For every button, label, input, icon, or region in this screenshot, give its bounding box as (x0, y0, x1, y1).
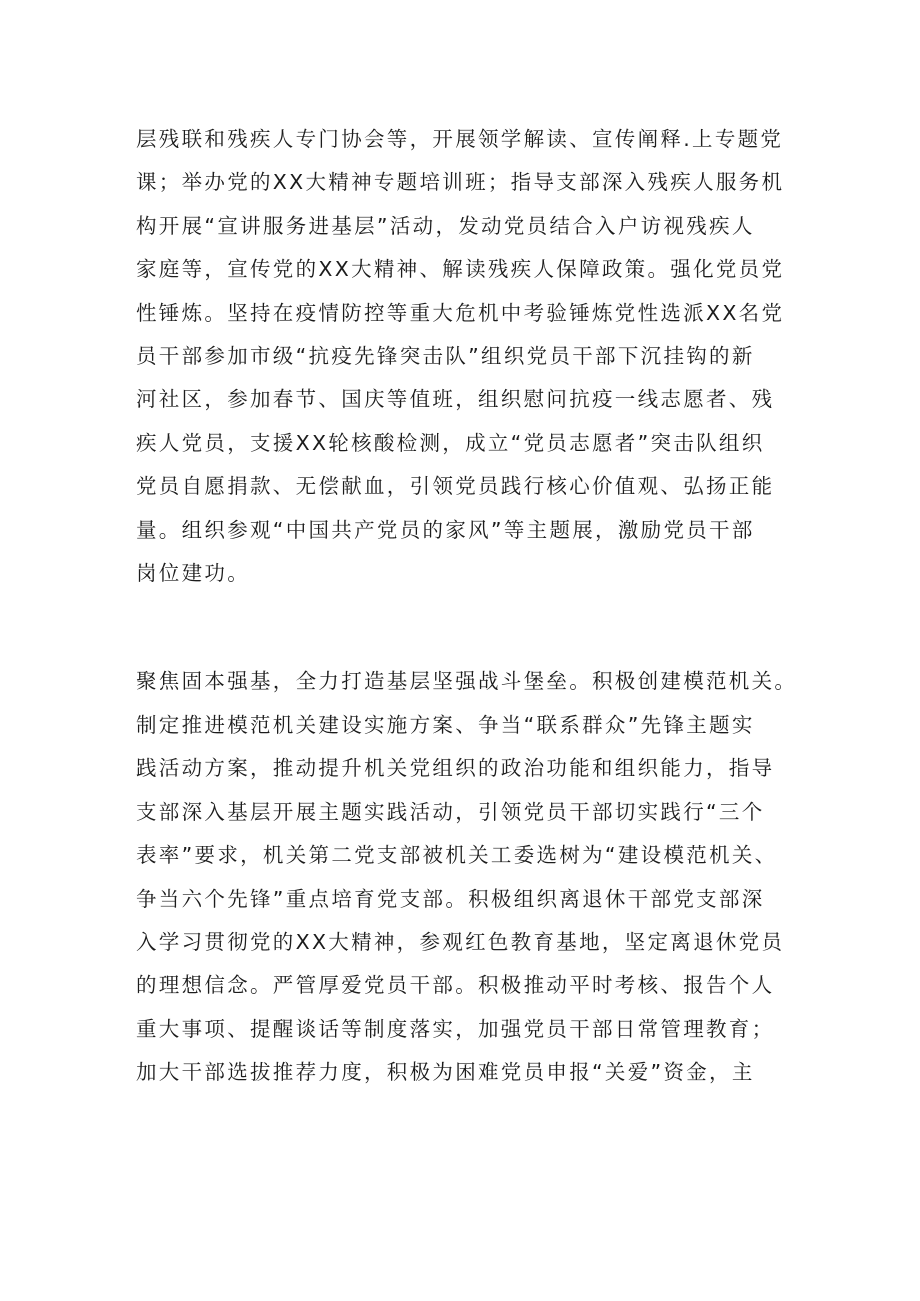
text-line: 党员自愿捐款、无偿献血，引领党员践行核心价值观、弘扬正能 (136, 474, 775, 499)
text-line: 支部深入基层开展主题实践活动，引领党员干部切实践行“三个 (136, 799, 765, 824)
text-line: 表率”要求，机关第二党支部被机关工委选树为“建设模范机关、 (136, 843, 778, 868)
text-line: 疾人党员，支援XX轮核酸检测，成立“党员志愿者”突击队组织 (136, 430, 765, 455)
text-line: 制定推进模范机关建设实施方案、争当“联系群众”先锋主题实 (136, 712, 755, 737)
text-line: 河社区，参加春节、国庆等值班，组织慰问抗疫一线志愿者、残 (136, 387, 775, 412)
text-line: 员干部参加市级“抗疫先锋突击队”组织党员干部下沉挂钩的新 (136, 344, 755, 369)
text-line: 的理想信念。严管厚爱党员干部。积极推动平时考核、报告个人 (136, 973, 775, 998)
text-line: 量。组织参观“中国共产党员的家风”等主题展，激励党员干部 (136, 517, 755, 542)
text-line: 层残联和残疾人专门协会等，开展领学解读、宣传阐释.上专题党 (136, 127, 784, 151)
paragraph-spacer (136, 595, 792, 660)
text-line: 岗位建功。 (136, 561, 250, 586)
paragraph-2 (136, 660, 798, 1094)
text-line: 课；举办党的XX大精神专题培训班；指导支部深入残疾人服务机 (136, 170, 785, 195)
text-line: 家庭等，宣传党的XX大精神、解读残疾人保障政策。强化党员党 (136, 257, 785, 282)
text-line: 争当六个先锋”重点培育党支部。积极组织离退休干部党支部深 (136, 886, 765, 911)
text-line: 性锤炼。坚持在疫情防控等重大危机中考验锤炼党性选派XX名党 (136, 300, 785, 325)
text-line: 践活动方案，推动提升机关党组织的政治功能和组织能力，指导 (136, 756, 775, 781)
text-line: 聚焦固本强基，全力打造基层坚强战斗堡垒。积极创建模范机关。 (136, 669, 798, 694)
text-line: 入学习贯彻党的XX大精神，参观红色教育基地，坚定离退休党员 (136, 929, 785, 954)
text-line: 构开展“宣讲服务进基层”活动，发动党员结合入户访视残疾人 (136, 213, 755, 238)
text-line: 加大干部选拔推荐力度，积极为困难党员申报“关爱”资金，主 (136, 1060, 755, 1085)
paragraph-1 (136, 118, 792, 595)
document-body (136, 118, 798, 1095)
text-line: 重大事项、提醒谈话等制度落实，加强党员干部日常管理教育； (136, 1016, 775, 1041)
